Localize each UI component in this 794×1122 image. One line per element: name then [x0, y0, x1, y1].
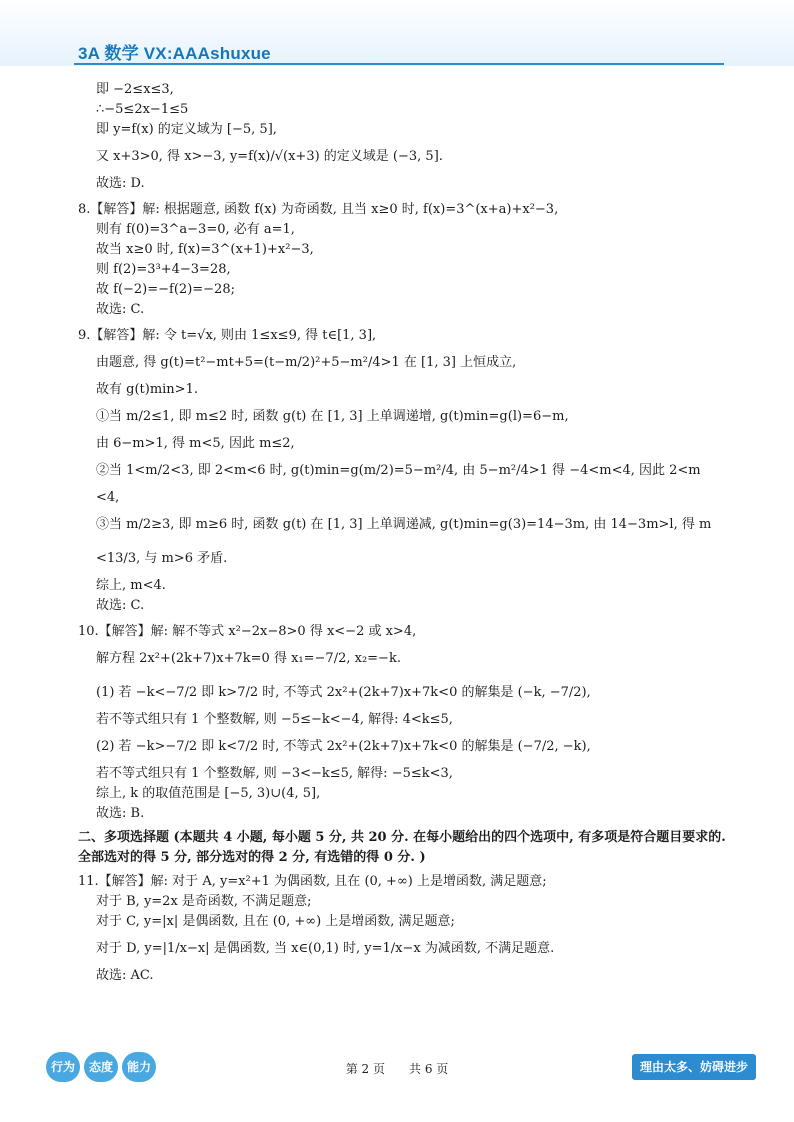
- problem-10-heading: 10.【解答】解: 解不等式 x²−2x−8>0 得 x<−2 或 x>4,: [78, 624, 417, 639]
- problem-9-heading: 9.【解答】解: 令 t=√x, 则由 1≤x≤9, 得 t∈[1, 3],: [78, 328, 377, 343]
- text-line: (2) 若 −k>−7/2 即 k<7/2 时, 不等式 2x²+(2k+7)x+7k<0 的解集是 (−7/2, −k),: [96, 739, 591, 754]
- text-line: 又 x+3>0, 得 x>−3, y=f(x)/√(x+3) 的定义域是 (−3, 5].: [96, 149, 443, 164]
- text-line: <4,: [96, 490, 120, 505]
- text-line: 故选: C.: [96, 302, 145, 317]
- text-line: 解方程 2x²+(2k+7)x+7k=0 得 x₁=−7/2, x₂=−k.: [96, 651, 401, 666]
- text-line: ②当 1<m/2<3, 即 2<m<6 时, g(t)min=g(m/2)=5−m²/4, 由 5−m²/4>1 得 −4<m<4, 因此 2<m: [96, 463, 701, 478]
- text-line: 对于 C, y=|x| 是偶函数, 且在 (0, +∞) 上是增函数, 满足题意;: [96, 914, 455, 929]
- page-footer: [0, 1048, 794, 1088]
- problem-11-heading: 11.【解答】解: 对于 A, y=x²+1 为偶函数, 且在 (0, +∞) 上是增函数, 满足题意;: [78, 874, 547, 889]
- text-line: 即 y=f(x) 的定义域为 [−5, 5],: [96, 122, 277, 137]
- text-line: 故 f(−2)=−f(2)=−28;: [96, 282, 235, 297]
- badge: 态度: [84, 1052, 118, 1082]
- badge: 行为: [46, 1052, 80, 1082]
- header-divider: [74, 63, 724, 65]
- text-line: 故选: C.: [96, 598, 145, 613]
- text-line: 即 −2≤x≤3,: [96, 82, 174, 97]
- text-line: 故有 g(t)min>1.: [96, 382, 198, 397]
- slogan-banner: 理由太多、妨碍进步: [632, 1054, 756, 1080]
- page-number: 第 2 页 共 6 页: [345, 1062, 449, 1076]
- text-line: 对于 D, y=|1/x−x| 是偶函数, 当 x∈(0,1) 时, y=1/x−x 为减函数, 不满足题意.: [96, 941, 555, 956]
- header-title: 3A 数学 VX:AAAshuxue: [78, 44, 271, 63]
- text-line: 则 f(2)=3³+4−3=28,: [96, 262, 231, 277]
- text-line: 综上, k 的取值范围是 [−5, 3)∪(4, 5],: [96, 786, 321, 801]
- text-line: 综上, m<4.: [96, 578, 166, 593]
- text-line: 故当 x≥0 时, f(x)=3^(x+1)+x²−3,: [96, 242, 314, 257]
- badge: 能力: [122, 1052, 156, 1082]
- text-line: 若不等式组只有 1 个整数解, 则 −5≤−k<−4, 解得: 4<k≤5,: [96, 712, 453, 727]
- section-heading: 二、多项选择题 (本题共 4 小题, 每小题 5 分, 共 20 分. 在每小题给出的四个选项中, 有多项是符合题目要求的. 全部选对的得 5 分, 部分选对的得 2 分, 有选错的得 0 分. ): [78, 830, 726, 865]
- text-line: 由 6−m>1, 得 m<5, 因此 m≤2,: [96, 436, 295, 451]
- text-line: (1) 若 −k<−7/2 即 k>7/2 时, 不等式 2x²+(2k+7)x+7k<0 的解集是 (−k, −7/2),: [96, 685, 591, 700]
- text-line: 故选: B.: [96, 806, 145, 821]
- text-line: ①当 m/2≤1, 即 m≤2 时, 函数 g(t) 在 [1, 3] 上单调递增, g(t)min=g(l)=6−m,: [96, 409, 569, 424]
- text-line: 对于 B, y=2x 是奇函数, 不满足题意;: [96, 894, 312, 909]
- text-line: ∴−5≤2x−1≤5: [96, 102, 189, 117]
- text-line: 则有 f(0)=3^a−3=0, 必有 a=1,: [96, 222, 295, 237]
- text-line: 故选: D.: [96, 176, 145, 191]
- solution-content: [78, 80, 728, 986]
- text-line: 故选: AC.: [96, 968, 154, 983]
- text-line: 由题意, 得 g(t)=t²−mt+5=(t−m/2)²+5−m²/4>1 在 [1, 3] 上恒成立,: [96, 355, 517, 370]
- text-line: <13/3, 与 m>6 矛盾.: [96, 551, 228, 566]
- problem-8-heading: 8.【解答】解: 根据题意, 函数 f(x) 为奇函数, 且当 x≥0 时, f(x)=3^(x+a)+x²−3,: [78, 202, 559, 217]
- text-line: 若不等式组只有 1 个整数解, 则 −3<−k≤5, 解得: −5≤k<3,: [96, 766, 453, 781]
- text-line: ③当 m/2≥3, 即 m≥6 时, 函数 g(t) 在 [1, 3] 上单调递减, g(t)min=g(3)=14−3m, 由 14−3m>l, 得 m: [96, 517, 712, 532]
